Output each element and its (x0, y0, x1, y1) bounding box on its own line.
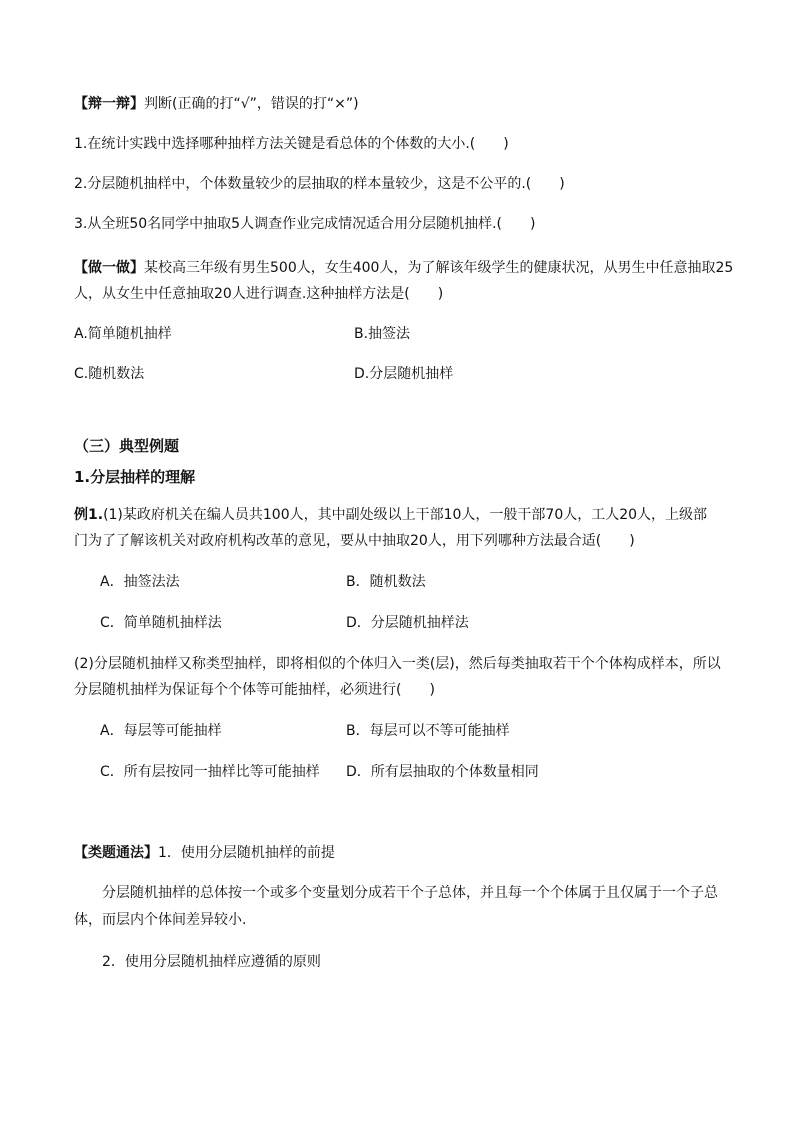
section-title-examples: （三）典型例题 (74, 437, 180, 455)
judge-heading (74, 94, 359, 114)
example-label: 例1. (74, 507, 104, 523)
method-paragraph-line-1: 分层随机抽样的总体按一个或多个变量划分成若干个子总体，并且每一个个体属于且仅属于一个子总 (102, 885, 718, 901)
q1-option-d: D．分层随机抽样法 (346, 615, 469, 631)
method-heading (74, 843, 335, 863)
judge-label: 【辩一辩】 (74, 96, 144, 112)
q2-option-a: A．每层等可能抽样 (100, 723, 222, 739)
judge-item-3: 3.从全班50名同学中抽取5人调查作业完成情况适合用分层随机抽样.( ) (74, 216, 536, 232)
practice-text-1: 某校高三年级有男生500人，女生400人，为了解该年级学生的健康状况，从男生中任意抽取25 (144, 260, 734, 276)
example1-q2-line-2: 分层随机抽样为保证每个个体等可能抽样，必须进行( ) (74, 682, 435, 698)
example1-q1-line-1 (74, 505, 707, 525)
example1-q1-line-2: 门为了了解该机关对政府机构改革的意见，要从中抽取20人，用下列哪种方法最合适( ) (74, 533, 635, 549)
practice-question-line-2: 人，从女生中任意抽取20人进行调查.这种抽样方法是( ) (74, 286, 444, 302)
example1-q1-text-1: (1)某政府机关在编人员共100人，其中副处级以上干部10人，一般干部70人，工人20人，上级部 (103, 507, 708, 523)
judge-instruction: 判断(正确的打“√”，错误的打“×”) (144, 96, 359, 112)
practice-option-c: C.随机数法 (74, 366, 145, 382)
judge-item-1: 1.在统计实践中选择哪种抽样方法关键是看总体的个体数的大小.( ) (74, 136, 509, 152)
q2-option-b: B．每层可以不等可能抽样 (346, 723, 510, 739)
example1-q2-line-1: (2)分层随机抽样又称类型抽样，即将相似的个体归入一类(层)，然后每类抽取若干个个体构成样本，所以 (74, 656, 721, 672)
q1-option-a: A．抽签法法 (100, 574, 180, 590)
method-point-1: 1．使用分层随机抽样的前提 (158, 845, 335, 861)
practice-label: 【做一做】 (74, 260, 144, 276)
judge-item-2: 2.分层随机抽样中，个体数量较少的层抽取的样本量较少，这是不公平的.( ) (74, 176, 565, 192)
method-point-2: 2．使用分层随机抽样应遵循的原则 (102, 954, 321, 970)
method-label: 【类题通法】 (74, 845, 158, 861)
method-paragraph-line-2: 体，而层内个体间差异较小. (74, 912, 247, 928)
practice-question-line-1 (74, 258, 733, 278)
practice-option-a: A.简单随机抽样 (74, 326, 172, 342)
q2-option-d: D．所有层抽取的个体数量相同 (346, 764, 539, 780)
q1-option-c: C．简单随机抽样法 (100, 615, 222, 631)
q1-option-b: B．随机数法 (346, 574, 426, 590)
q2-option-c: C．所有层按同一抽样比等可能抽样 (100, 764, 320, 780)
section-subtitle-understanding: 1.分层抽样的理解 (74, 468, 196, 486)
practice-option-d: D.分层随机抽样 (354, 366, 454, 382)
practice-option-b: B.抽签法 (354, 326, 411, 342)
